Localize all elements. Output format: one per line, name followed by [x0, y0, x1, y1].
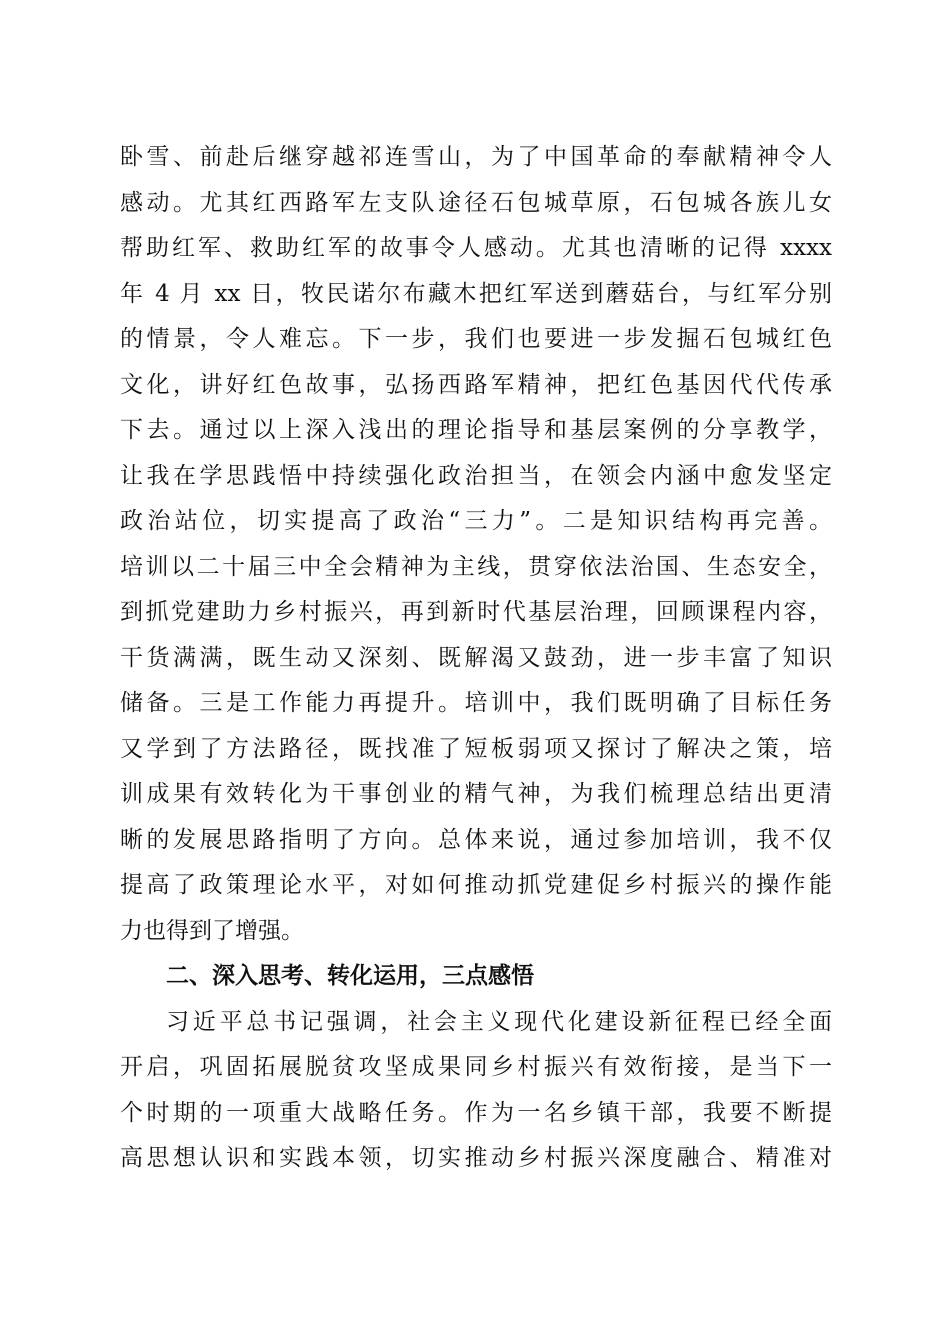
paragraph-line: 文化，讲好红色故事，弘扬西路军精神，把红色基因代代传承: [120, 371, 832, 398]
paragraph-line: 高思想认识和实践本领，切实推动乡村振兴深度融合、精准对: [120, 1145, 832, 1171]
paragraph-line: 帮助红军、救助红军的故事令人感动。尤其也清晰的记得 xxxx: [120, 235, 832, 261]
paragraph-line: 感动。尤其红西路军左支队途径石包城草原，石包城各族儿女: [120, 189, 832, 216]
paragraph-line: 又学到了方法路径，既找准了短板弱项又探讨了解决之策，培: [120, 735, 832, 762]
paragraph-line: 干货满满，既生动又深刻、既解渴又鼓劲，进一步丰富了知识: [120, 644, 832, 671]
paragraph-line: 个时期的一项重大战略任务。作为一名乡镇干部，我要不断提: [120, 1099, 832, 1126]
paragraph-line: 训成果有效转化为干事创业的精气神，为我们梳理总结出更清: [120, 781, 832, 807]
paragraph-line: 储备。三是工作能力再提升。培训中，我们既明确了目标任务: [120, 690, 832, 716]
paragraph-line: 培训以二十届三中全会精神为主线，贯穿依法治国、生态安全，: [120, 553, 832, 580]
paragraph-line: 年 4 月 xx 日，牧民诺尔布藏木把红军送到蘑菇台，与红军分别: [120, 280, 832, 307]
paragraph-line: 习近平总书记强调，社会主义现代化建设新征程已经全面: [166, 1008, 832, 1035]
paragraph-line: 的情景，令人难忘。下一步，我们也要进一步发掘石包城红色: [120, 326, 832, 352]
paragraph-line: 力也得到了增强。: [120, 917, 304, 944]
paragraph-line: 卧雪、前赴后继穿越祁连雪山，为了中国革命的奉献精神令人: [120, 144, 832, 170]
section-heading: 二、深入思考、转化运用，三点感悟: [166, 963, 534, 989]
paragraph-line: 到抓党建助力乡村振兴，再到新时代基层治理，回顾课程内容，: [120, 599, 832, 625]
paragraph-line: 政治站位，切实提高了政治“三力”。二是知识结构再完善。: [120, 508, 832, 534]
paragraph-line: 开启，巩固拓展脱贫攻坚成果同乡村振兴有效衔接，是当下一: [120, 1054, 832, 1080]
paragraph-line: 提高了政策理论水平，对如何推动抓党建促乡村振兴的操作能: [120, 872, 832, 898]
paragraph-line: 下去。通过以上深入浅出的理论指导和基层案例的分享教学，: [120, 417, 832, 443]
document-body: [120, 135, 832, 1182]
paragraph-line: 让我在学思践悟中持续强化政治担当，在领会内涵中愈发坚定: [120, 462, 832, 489]
paragraph-line: 晰的发展思路指明了方向。总体来说，通过参加培训，我不仅: [120, 826, 832, 853]
